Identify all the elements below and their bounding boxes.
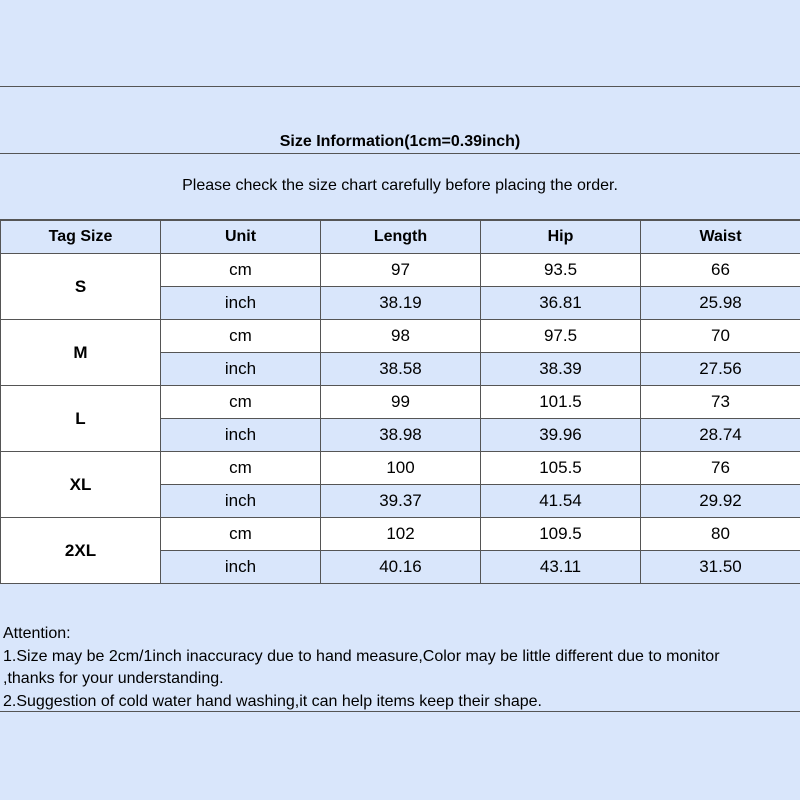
table-header-row [1, 221, 800, 254]
header-length: Length [321, 221, 481, 254]
waist-cell: 76 [641, 452, 800, 485]
unit-cell: cm [161, 518, 321, 551]
header-unit: Unit [161, 221, 321, 254]
table-row [1, 254, 800, 287]
attention-heading: Attention: [3, 625, 71, 642]
attention-notes [3, 623, 800, 713]
length-cell: 38.19 [321, 287, 481, 320]
attention-note-2: 2.Suggestion of cold water hand washing,it can help items keep their shape. [3, 692, 542, 710]
tag-size-cell: XL [1, 452, 161, 518]
waist-cell: 73 [641, 386, 800, 419]
unit-cell: inch [161, 287, 321, 320]
waist-cell: 25.98 [641, 287, 800, 320]
tag-size-cell: M [1, 320, 161, 386]
hip-cell: 36.81 [481, 287, 641, 320]
hip-cell: 39.96 [481, 419, 641, 452]
size-chart-sheet [0, 86, 800, 712]
title-row [0, 87, 800, 154]
chart-notice: Please check the size chart carefully before placing the order. [182, 177, 618, 194]
attention-note-1-continued: ,thanks for your understanding. [3, 670, 224, 687]
unit-cell: cm [161, 254, 321, 287]
table-row [1, 386, 800, 419]
hip-cell: 38.39 [481, 353, 641, 386]
notice-row [0, 154, 800, 220]
unit-cell: cm [161, 452, 321, 485]
waist-cell: 31.50 [641, 551, 800, 584]
length-cell: 39.37 [321, 485, 481, 518]
hip-cell: 109.5 [481, 518, 641, 551]
header-waist: Waist [641, 221, 800, 254]
unit-cell: cm [161, 386, 321, 419]
table-row [1, 320, 800, 353]
unit-cell: inch [161, 419, 321, 452]
length-cell: 98 [321, 320, 481, 353]
tag-size-cell: L [1, 386, 161, 452]
unit-cell: inch [161, 353, 321, 386]
hip-cell: 105.5 [481, 452, 641, 485]
unit-cell: inch [161, 551, 321, 584]
waist-cell: 80 [641, 518, 800, 551]
length-cell: 38.58 [321, 353, 481, 386]
length-cell: 102 [321, 518, 481, 551]
length-cell: 99 [321, 386, 481, 419]
attention-note-1: 1.Size may be 2cm/1inch inaccuracy due to hand measure,Color may be little different due to monitor [3, 647, 720, 665]
table-row [1, 452, 800, 485]
hip-cell: 97.5 [481, 320, 641, 353]
hip-cell: 101.5 [481, 386, 641, 419]
tag-size-cell: S [1, 254, 161, 320]
size-table [0, 220, 800, 584]
header-tag-size: Tag Size [1, 221, 161, 254]
table-row [1, 518, 800, 551]
tag-size-cell: 2XL [1, 518, 161, 584]
waist-cell: 29.92 [641, 485, 800, 518]
hip-cell: 41.54 [481, 485, 641, 518]
header-hip: Hip [481, 221, 641, 254]
waist-cell: 70 [641, 320, 800, 353]
waist-cell: 66 [641, 254, 800, 287]
hip-cell: 43.11 [481, 551, 641, 584]
chart-title: Size Information(1cm=0.39inch) [279, 133, 521, 150]
length-cell: 40.16 [321, 551, 481, 584]
waist-cell: 27.56 [641, 353, 800, 386]
length-cell: 97 [321, 254, 481, 287]
unit-cell: inch [161, 485, 321, 518]
length-cell: 38.98 [321, 419, 481, 452]
hip-cell: 93.5 [481, 254, 641, 287]
unit-cell: cm [161, 320, 321, 353]
waist-cell: 28.74 [641, 419, 800, 452]
length-cell: 100 [321, 452, 481, 485]
